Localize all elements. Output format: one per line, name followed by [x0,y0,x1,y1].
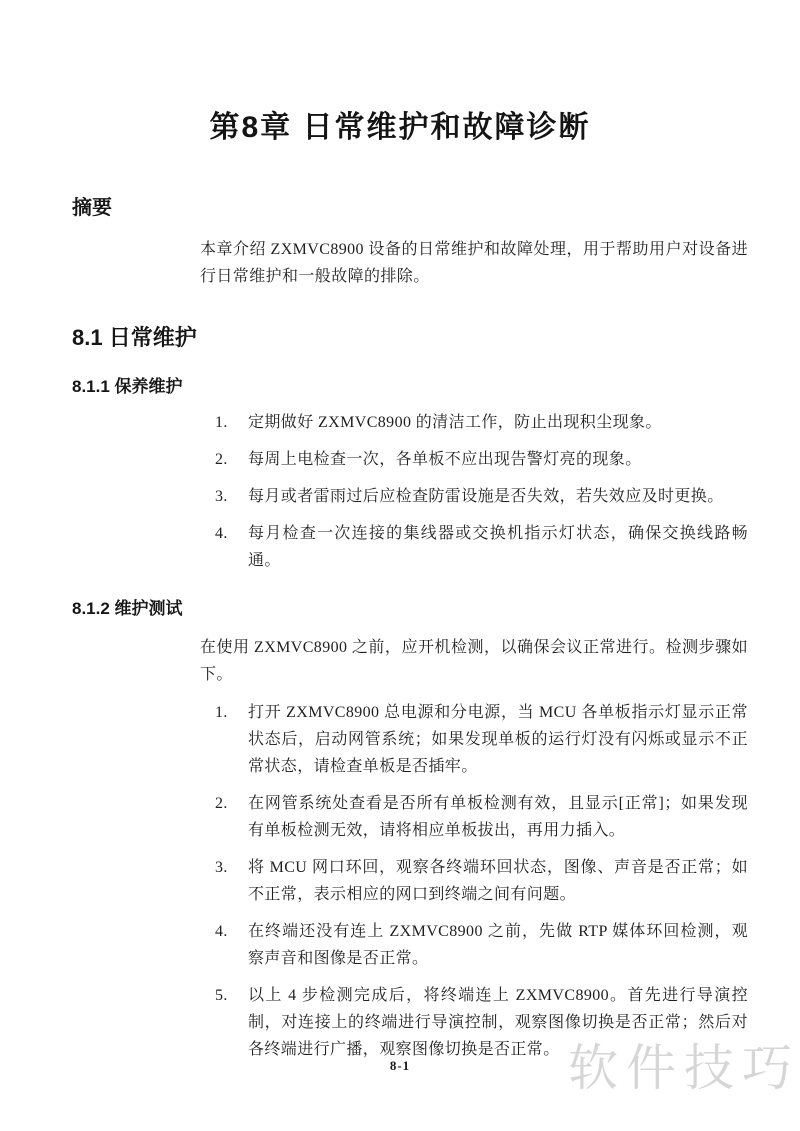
list-item [200,790,748,844]
maintenance-test-list [200,699,748,1063]
list-item [200,409,748,436]
section-8-1-2-heading: 8.1.2 维护测试 [72,599,183,618]
list-item-text: 每周上电检查一次，各单板不应出现告警灯亮的现象。 [248,451,642,468]
list-item-number: 1. [215,414,228,431]
list-item-number: 5. [215,987,228,1004]
list-item-number: 4. [215,525,228,542]
list-item-text: 以上 4 步检测完成后，将终端连上 ZXMVC8900。首先进行导演控制，对连接上的终端进行导演控制，观察图像切换是否正常；然后对各终端进行广播，观察图像切换是否正常。 [248,987,748,1058]
list-item-number: 3. [215,488,228,505]
list-item [200,446,748,473]
list-item-text: 打开 ZXMVC8900 总电源和分电源，当 MCU 各单板指示灯显示正常状态后，启动网管系统；如果发现单板的运行灯没有闪烁或显示不正常状态，请检查单板是否插牢。 [248,704,748,775]
list-item-number: 3. [215,859,228,876]
list-item-text: 每月或者雷雨过后应检查防雷设施是否失效，若失效应及时更换。 [248,488,724,505]
abstract-paragraph: 本章介绍 ZXMVC8900 设备的日常维护和故障处理，用于帮助用户对设备进行日常维护和一般故障的排除。 [200,241,748,285]
list-item-text: 每月检查一次连接的集线器或交换机指示灯状态，确保交换线路畅通。 [248,525,748,569]
list-item-text: 在终端还没有连上 ZXMVC8900 之前，先做 RTP 媒体环回检测，观察声音和图像是否正常。 [248,923,748,967]
care-maintenance-list [200,409,748,574]
list-item [200,699,748,780]
list-item-text: 定期做好 ZXMVC8900 的清洁工作，防止出现积尘现象。 [248,414,662,431]
watermark-text: 软件技巧 [568,1040,800,1096]
list-item [200,520,748,574]
list-item [200,483,748,510]
section-8-1-1-heading: 8.1.1 保养维护 [72,377,183,396]
maintenance-test-intro: 在使用 ZXMVC8900 之前，应开机检测，以确保会议正常进行。检测步骤如下。 [200,639,748,683]
list-item [200,854,748,908]
page-number: 8-1 [389,1058,411,1073]
list-item-number: 1. [215,704,228,721]
list-item-number: 2. [215,451,228,468]
list-item-number: 2. [215,795,228,812]
chapter-title: 第8章 日常维护和故障诊断 [209,111,591,144]
list-item [200,918,748,972]
section-8-1-heading: 8.1 日常维护 [72,325,197,350]
list-item-number: 4. [215,923,228,940]
abstract-heading: 摘要 [72,197,112,219]
list-item-text: 将 MCU 网口环回，观察各终端环回状态，图像、声音是否正常；如不正常，表示相应的网口到终端之间有问题。 [248,859,748,903]
list-item-text: 在网管系统处查看是否所有单板检测有效，且显示[正常]；如果发现有单板检测无效，请将相应单板拔出，再用力插入。 [248,795,748,839]
